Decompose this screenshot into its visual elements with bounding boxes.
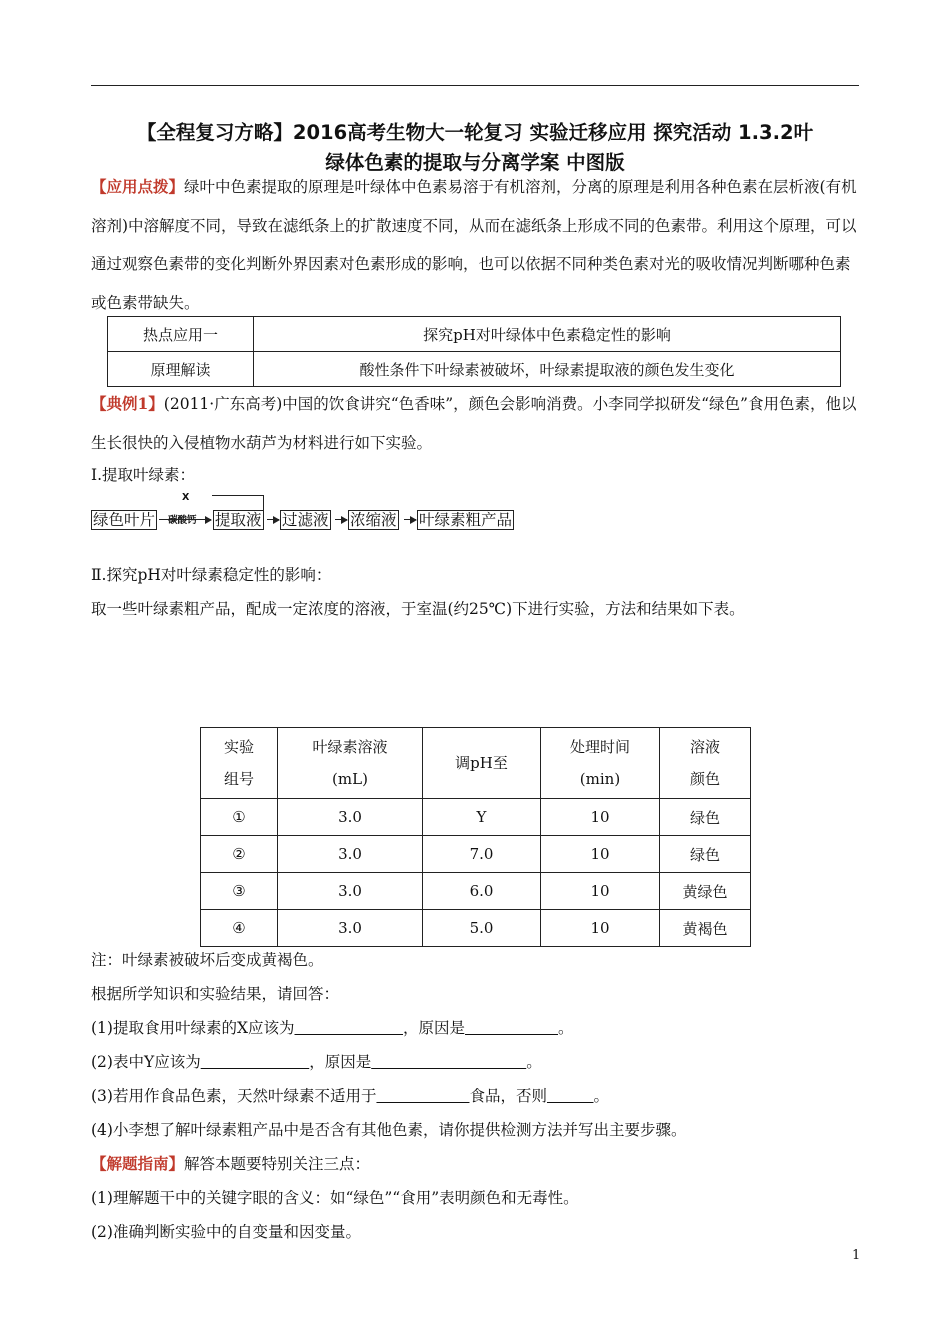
answer-prompt: 根据所学知识和实验结果，请回答： — [91, 985, 340, 1003]
flow-step-filtrate: 过滤液 — [282, 511, 329, 529]
extraction-flowchart — [91, 492, 591, 532]
header-cell: 溶液 颜色 — [660, 728, 751, 799]
table-cell: 10 — [541, 799, 660, 836]
title-line-1: 【全程复习方略】2016高考生物大一轮复习 实验迁移应用 探究活动 1.3.2叶 — [136, 121, 814, 144]
table-cell: Y — [423, 799, 541, 836]
question-1: (1)提取食用叶绿素的X应该为 ，原因是 。 — [91, 1019, 574, 1037]
table-note: 注：叶绿素被破坏后变成黄褐色。 — [91, 951, 324, 969]
answer-blank[interactable] — [547, 1087, 594, 1105]
example-text: (2011·广东高考)中国的饮食讲究“色香味”，颜色会影响消费。小李同学拟研发“绿色”食用色素，他以生长很快的入侵植物水葫芦为材料进行如下实验。 — [91, 395, 857, 452]
table-cell: 10 — [541, 873, 660, 910]
flow-step-extract: 提取液 — [215, 511, 262, 529]
header-rule — [91, 85, 859, 86]
table-row — [201, 873, 751, 910]
table-header-row — [201, 728, 751, 799]
answer-blank[interactable] — [371, 1053, 526, 1071]
table-row — [201, 799, 751, 836]
table-cell: 绿色 — [660, 799, 751, 836]
part2-heading: Ⅱ.探究pH对叶绿素稳定性的影响： — [91, 566, 332, 584]
flow-arrow — [159, 519, 211, 520]
example-label: 【典例1】 — [91, 394, 164, 413]
table-cell: ① — [201, 799, 278, 836]
table-cell: ② — [201, 836, 278, 873]
answer-blank[interactable] — [201, 1053, 310, 1071]
header-cell: 处理时间 (min) — [541, 728, 660, 799]
table-cell: 5.0 — [423, 910, 541, 947]
intro-paragraph — [91, 168, 861, 322]
table-cell: 绿色 — [660, 836, 751, 873]
flow-arrow — [404, 519, 416, 520]
guide-point-1: (1)理解题干中的关键字眼的含义：如“绿色”“食用”表明颜色和无毒性。 — [91, 1189, 579, 1207]
table-row — [108, 317, 841, 352]
flow-step-concentrate: 浓缩液 — [350, 511, 397, 529]
header-cell: 叶绿素溶液 (mL) — [278, 728, 423, 799]
guide-paragraph — [91, 1145, 861, 1184]
title-line-2: 绿体色素的提取与分离学案 中图版 — [325, 151, 625, 174]
guide-text: 解答本题要特别关注三点： — [184, 1155, 371, 1173]
experiment-table — [200, 727, 751, 947]
table-cell: 3.0 — [278, 873, 423, 910]
flow-arrow — [267, 519, 279, 520]
guide-label: 【解题指南】 — [91, 1154, 185, 1173]
answer-blank[interactable] — [376, 1087, 469, 1105]
answer-blank[interactable] — [465, 1019, 558, 1037]
flow-step-product: 叶绿素粗产品 — [419, 511, 513, 529]
header-cell: 调pH至 — [423, 728, 541, 799]
flow-bracket — [212, 495, 264, 496]
table-cell: 黄褐色 — [660, 910, 751, 947]
table-cell: ④ — [201, 910, 278, 947]
guide-point-2: (2)准确判断实验中的自变量和因变量。 — [91, 1223, 361, 1241]
question-3: (3)若用作食品色素，天然叶绿素不适用于 食品，否则 。 — [91, 1087, 609, 1105]
question-4: (4)小李想了解叶绿素粗产品中是否含有其他色素，请你提供检测方法并写出主要步骤。 — [91, 1121, 687, 1139]
hotspot-table — [107, 316, 841, 387]
flow-step-leaves: 绿色叶片 — [93, 511, 156, 529]
intro-label: 【应用点拨】 — [91, 177, 185, 196]
page-number: 1 — [852, 1248, 861, 1263]
hotspot-value: 探究pH对叶绿体中色素稳定性的影响 — [254, 317, 841, 352]
question-2: (2)表中Y应该为 ，原因是 。 — [91, 1053, 542, 1071]
flow-bracket-side — [263, 495, 264, 510]
flow-reagent-x: X — [182, 492, 190, 503]
flow-arrow — [335, 519, 347, 520]
hotspot-value: 酸性条件下叶绿素被破坏，叶绿素提取液的颜色发生变化 — [254, 352, 841, 387]
part2-text: 取一些叶绿素粗产品，配成一定浓度的溶液，于室温(约25℃)下进行实验，方法和结果如下表。 — [91, 600, 745, 618]
table-cell: ③ — [201, 873, 278, 910]
table-row — [108, 352, 841, 387]
hotspot-label: 热点应用一 — [108, 317, 254, 352]
table-cell: 3.0 — [278, 836, 423, 873]
table-cell: 6.0 — [423, 873, 541, 910]
example-paragraph — [91, 385, 861, 462]
header-cell: 实验 组号 — [201, 728, 278, 799]
part1-heading: Ⅰ.提取叶绿素： — [91, 466, 196, 484]
table-cell: 10 — [541, 910, 660, 947]
flow-reagent-caco3: 碳酸钙 — [168, 515, 197, 526]
table-cell: 3.0 — [278, 799, 423, 836]
table-row — [201, 836, 751, 873]
hotspot-label: 原理解读 — [108, 352, 254, 387]
table-cell: 7.0 — [423, 836, 541, 873]
table-cell: 黄绿色 — [660, 873, 751, 910]
answer-blank[interactable] — [295, 1019, 404, 1037]
intro-text: 绿叶中色素提取的原理是叶绿体中色素易溶于有机溶剂，分离的原理是利用各种色素在层析液(有机溶剂)中溶解度不同，导致在滤纸条上的扩散速度不同，从而在滤纸条上形成不同的色素带。利用这个原理，可以通过观察色素带的变化判断外界因素对色素形成的影响，也可以依据不同种类色素对光的吸收情况判断哪种色素或色素带缺失。 — [91, 178, 857, 312]
table-cell: 3.0 — [278, 910, 423, 947]
table-cell: 10 — [541, 836, 660, 873]
